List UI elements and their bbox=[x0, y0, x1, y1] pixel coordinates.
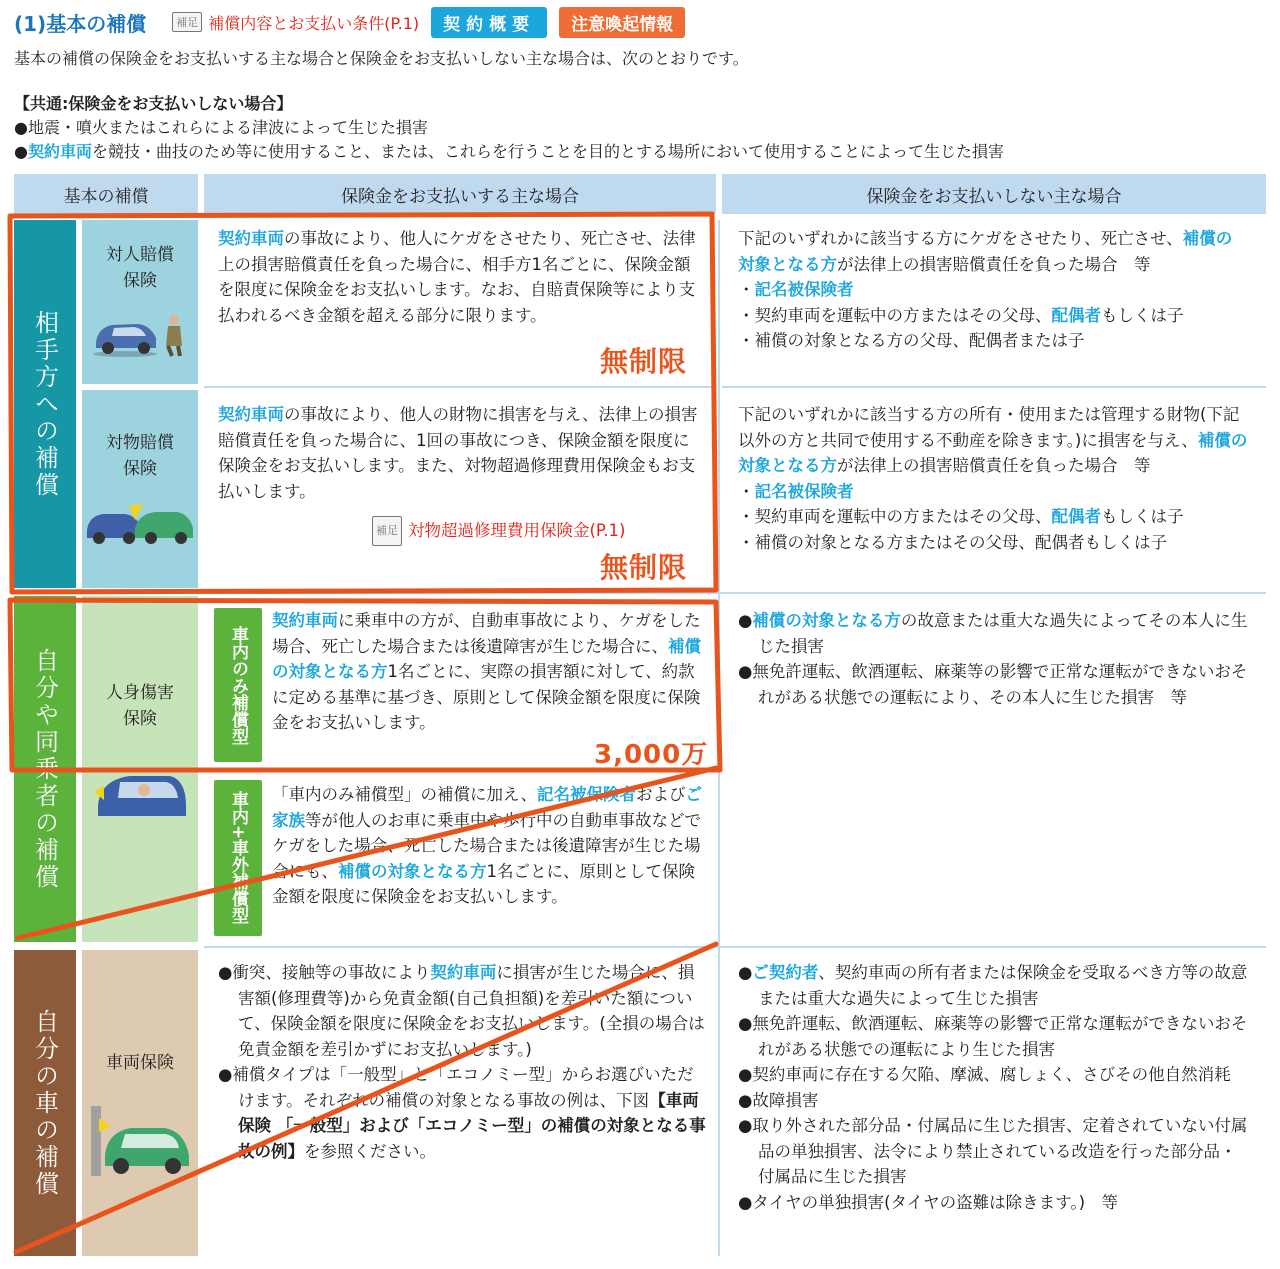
row-injury-label bbox=[82, 596, 198, 942]
highlight-term: 補償の対象となる方 bbox=[738, 430, 1248, 475]
row-bodily-label bbox=[82, 220, 198, 384]
nopay-item: ●取り外された部分品・付属品に生じた損害、定着されていない付属品の単独損害、法令により禁止されている改造を行った部分品・付属品に生じた損害 bbox=[738, 1116, 1248, 1186]
row-divider bbox=[204, 946, 1266, 948]
row-property-label bbox=[82, 390, 198, 588]
nopay-text: 故障損害 bbox=[752, 1090, 819, 1110]
nopay-list bbox=[738, 608, 1248, 710]
injury-text: 「車内のみ補償型」の補償に加え、 bbox=[272, 785, 537, 804]
highlight-term: 配偶者 bbox=[1051, 507, 1101, 526]
highlight-term: 補償の対象となる方 bbox=[752, 611, 901, 630]
injury-nopay-cell bbox=[738, 608, 1248, 710]
nopay-item: ●補償の対象となる方の故意または重大な過失によってその本人に生じた損害 bbox=[738, 611, 1248, 656]
nopay-text: 下記のいずれかに該当する方にケガをさせたり、死亡させ、 bbox=[738, 229, 1183, 248]
injury-amount: 3,000万 bbox=[594, 740, 709, 770]
reference-link[interactable]: 対物超過修理費用保険金(P.1) bbox=[408, 521, 626, 540]
nopay-text: 下記のいずれかに該当する方の所有・使用または管理する財物(下記以外の方と共同で使用する不動産を除きます。)に損害を与え、 bbox=[738, 405, 1240, 450]
injury-text: に乗車中の方が、自動車事故により、ケガをした場合、死亡した場合または後遺障害が生じた場合に、 bbox=[272, 611, 701, 656]
row-divider bbox=[722, 386, 1266, 388]
nopay-text: 契約車両に存在する欠陥、摩滅、腐しょく、さびその他自然消耗 bbox=[752, 1065, 1231, 1084]
highlight-term: 契約車両 bbox=[27, 142, 92, 161]
highlight-term: 記名被保険者 bbox=[537, 785, 636, 804]
nopay-list bbox=[738, 960, 1250, 1215]
section-title: (1)基本の補償 bbox=[14, 11, 147, 36]
highlight-term: ご家族 bbox=[272, 785, 702, 830]
nopay-item: ・補償の対象となる方またはその父母、配偶者もしくは子 bbox=[738, 532, 1167, 552]
common-heading: 【共通:保険金をお支払いしない場合】 bbox=[14, 94, 293, 113]
highlight-term: 記名被保険者 bbox=[754, 280, 854, 299]
bullet: ● bbox=[14, 142, 28, 161]
highlight-term: ご契約者 bbox=[752, 963, 819, 982]
category-others: 相手方への補償 bbox=[14, 220, 76, 588]
highlight-term: 契約車両 bbox=[272, 611, 338, 630]
nopay-item: ・記名被保険者 bbox=[738, 481, 854, 501]
bodily-amount: 無制限 bbox=[600, 345, 688, 378]
common-exclusions bbox=[14, 92, 1004, 164]
pay-item: ●補償タイプは「一般型」と「エコノミー型」からお選びいただけます。それぞれの補償の対象となる事故の例は、下図【車両保険 「一般型」および「エコノミー型」の補償の対象となる事故の例】を参照ください。 bbox=[218, 1065, 706, 1161]
nopay-text: タイヤの単独損害(タイヤの盗難は除きます。) 等 bbox=[752, 1192, 1119, 1212]
category-self: 自分や同乗者の補償 bbox=[14, 596, 76, 942]
nopay-text: もしくは子 bbox=[1101, 305, 1184, 325]
property-amount: 無制限 bbox=[600, 551, 688, 584]
injury-text: および bbox=[636, 785, 686, 804]
highlight-term: 契約車両 bbox=[218, 229, 284, 248]
highlight-term: 配偶者 bbox=[1051, 305, 1101, 325]
highlight-term: 補償の対象となる方 bbox=[338, 861, 487, 881]
nopay-item: ●無免許運転、飲酒運転、麻薬等の影響で正常な運転ができないおそれがある状態での運転により、その本人に生じた損害 等 bbox=[738, 662, 1248, 707]
caution-badge: 注意喚起情報 bbox=[559, 7, 685, 38]
nopay-text: 契約車両を運転中の方またはその父母、 bbox=[754, 507, 1052, 526]
highlight-term: 補償の対象となる方 bbox=[272, 636, 701, 681]
injury-in-cell bbox=[272, 608, 708, 736]
nopay-text: 、契約車両の所有者または保険金を受取るべき方等の故意または重大な過失によって生じた損害 bbox=[758, 963, 1248, 1008]
highlight-term: 記名被保険者 bbox=[754, 481, 854, 501]
car-driver-illustration bbox=[90, 766, 190, 820]
injury-text: 1名ごとに、実際の損害額に対して、約款に定める基準に基づき、原則として保険金額を限度に保険金をお支払いします。 bbox=[272, 662, 701, 732]
tag-in-vehicle-only: 車内のみ補償型 bbox=[214, 608, 262, 762]
supplement-tag: 補足 bbox=[172, 12, 202, 32]
property-pay-text: の事故により、他人の財物に損害を与え、法律上の損害賠償責任を負った場合に、1回の事故につき、保険金額を限度に保険金をお支払いします。また、対物超過修理費用保険金もお支払いします。 bbox=[218, 405, 698, 501]
pay-text: 補償タイプは「一般型」と「エコノミー型」からお選びいただけます。それぞれの補償の対象となる事故の例は、下図 bbox=[232, 1065, 694, 1110]
common-item-1: ●地震・噴火またはこれらによる津波によって生じた損害 bbox=[14, 118, 428, 137]
vehicle-pay-cell bbox=[218, 960, 706, 1164]
pay-text: に損害が生じた場合に、損害額(修理費等)から免責金額(自己負担額)を差引いた額について、保険金額を限度に保険金をお支払いします。(全損の場合は免責金額を差引かずにお支払いします。) bbox=[238, 963, 705, 1059]
injury-text: 等が他人のお車に乗車中や歩行中の自動車事故などでケガをした場合、死亡した場合または後遺障害が生じた場合にも、 bbox=[272, 810, 701, 881]
column-divider bbox=[718, 220, 720, 1256]
reference-link[interactable]: 補償内容とお支払い条件(P.1) bbox=[208, 13, 420, 33]
row-divider bbox=[204, 386, 716, 388]
bodily-pay-text: の事故により、他人にケガをさせたり、死亡させ、法律上の損害賠償責任を負った場合に、相手方1名ごとに、保険金額を限度に保険金をお支払いします。なお、自賠責保険等により支払われるべき金額を超える部分に限ります。 bbox=[218, 229, 696, 325]
highlight-term: 補償の対象となる方 bbox=[738, 229, 1233, 274]
section-header bbox=[14, 6, 685, 38]
tag-in-and-out-vehicle: 車内+車外補償型 bbox=[214, 780, 262, 936]
row-divider bbox=[204, 592, 1266, 594]
row-label-line: 車両保険 bbox=[106, 1053, 174, 1073]
intro-text: 基本の補償の保険金をお支払いする主な場合と保険金をお支払いしない主な場合は、次のとおりです。 bbox=[14, 49, 749, 68]
nopay-item: ●無免許運転、飲酒運転、麻薬等の影響で正常な運転ができないおそれがある状態での運転により生じた損害 bbox=[738, 1014, 1248, 1059]
common-item-2-text: を競技・曲技のため等に使用すること、または、これらを行うことを目的とする場所において使用することによって生じた損害 bbox=[91, 142, 1004, 161]
common-item-2 bbox=[14, 140, 1004, 164]
property-reference bbox=[372, 516, 712, 546]
nopay-text: 補償の対象となる方の父母、配偶者または子 bbox=[754, 331, 1085, 350]
injury-out-cell bbox=[272, 782, 708, 910]
row-label-line: 人身傷害 bbox=[106, 683, 174, 703]
nopay-text: もしくは子 bbox=[1101, 507, 1184, 526]
pay-list bbox=[218, 960, 706, 1164]
col-header-coverage: 基本の補償 bbox=[14, 174, 198, 214]
col-header-nopay: 保険金をお支払いしない主な場合 bbox=[722, 174, 1266, 214]
nopay-text: が法律上の損害賠償責任を負った場合 等 bbox=[837, 456, 1151, 475]
car-pole-illustration bbox=[85, 1100, 195, 1180]
row-label-line: 対人賠償 bbox=[106, 245, 174, 265]
nopay-text: 契約車両を運転中の方またはその父母、 bbox=[754, 305, 1052, 325]
nopay-para bbox=[738, 226, 1248, 277]
col-header-pay: 保険金をお支払いする主な場合 bbox=[204, 174, 716, 214]
bold-reference: 【車両保険 「一般型」および「エコノミー型」の補償の対象となる事故の例】 bbox=[238, 1090, 706, 1161]
bodily-pay-cell bbox=[218, 226, 704, 328]
highlight-term: 契約車両 bbox=[430, 963, 497, 982]
nopay-item: ●故障損害 bbox=[738, 1090, 819, 1110]
nopay-item: ・補償の対象となる方の父母、配偶者または子 bbox=[738, 331, 1085, 350]
nopay-item: ・記名被保険者 bbox=[738, 280, 854, 299]
row-label-line: 対物賠償 bbox=[106, 433, 174, 453]
highlight-term: 契約車両 bbox=[218, 405, 284, 424]
vehicle-nopay-cell bbox=[738, 960, 1250, 1215]
property-nopay-cell bbox=[738, 402, 1248, 555]
pay-item: ●衝突、接触等の事故により契約車両に損害が生じた場合に、損害額(修理費等)から免責金額(自己負担額)を差引いた額について、保険金額を限度に保険金をお支払いします。(全損の場合は免責金額を差引かずにお支払いします。) bbox=[218, 963, 705, 1059]
bodily-nopay-cell bbox=[738, 226, 1248, 354]
nopay-item: ●ご契約者、契約車両の所有者または保険金を受取るべき方等の故意または重大な過失によって生じた損害 bbox=[738, 963, 1248, 1008]
row-vehicle-label bbox=[82, 950, 198, 1256]
nopay-item: ・契約車両を運転中の方またはその父母、配偶者もしくは子 bbox=[738, 507, 1184, 526]
pay-text: を参照ください。 bbox=[304, 1141, 436, 1161]
nopay-item: ・契約車両を運転中の方またはその父母、配偶者もしくは子 bbox=[738, 305, 1184, 325]
nopay-text: 取り外された部分品・付属品に生じた損害、定着されていない付属品の単独損害、法令により禁止されている改造を行った部分品・付属品に生じた損害 bbox=[752, 1116, 1248, 1186]
nopay-text: の故意または重大な過失によってその本人に生じた損害 bbox=[758, 611, 1248, 656]
nopay-item: ●契約車両に存在する欠陥、摩滅、腐しょく、さびその他自然消耗 bbox=[738, 1065, 1231, 1084]
pay-text: 衝突、接触等の事故により bbox=[232, 963, 431, 982]
nopay-text: が法律上の損害賠償責任を負った場合 等 bbox=[837, 254, 1151, 274]
supplement-tag: 補足 bbox=[372, 516, 402, 546]
summary-badge: 契約概要 bbox=[431, 7, 547, 38]
two-cars-illustration bbox=[85, 496, 195, 546]
nopay-item: ●タイヤの単独損害(タイヤの盗難は除きます。) 等 bbox=[738, 1192, 1119, 1212]
property-pay-cell bbox=[218, 402, 704, 504]
injury-text: 1名ごとに、原則として保険金額を限度に保険金をお支払いします。 bbox=[272, 861, 695, 906]
nopay-para bbox=[738, 402, 1248, 479]
category-car: 自分の車の補償 bbox=[14, 950, 76, 1256]
nopay-text: 無免許運転、飲酒運転、麻薬等の影響で正常な運転ができないおそれがある状態での運転により生じた損害 bbox=[752, 1014, 1248, 1059]
row-label-line: 保険 bbox=[123, 271, 157, 291]
nopay-text: 補償の対象となる方またはその父母、配偶者もしくは子 bbox=[754, 532, 1167, 552]
nopay-text: 無免許運転、飲酒運転、麻薬等の影響で正常な運転ができないおそれがある状態での運転により、その本人に生じた損害 等 bbox=[752, 662, 1248, 707]
car-person-illustration bbox=[90, 308, 190, 358]
row-label-line: 保険 bbox=[123, 459, 157, 479]
row-label-line: 保険 bbox=[123, 709, 157, 729]
